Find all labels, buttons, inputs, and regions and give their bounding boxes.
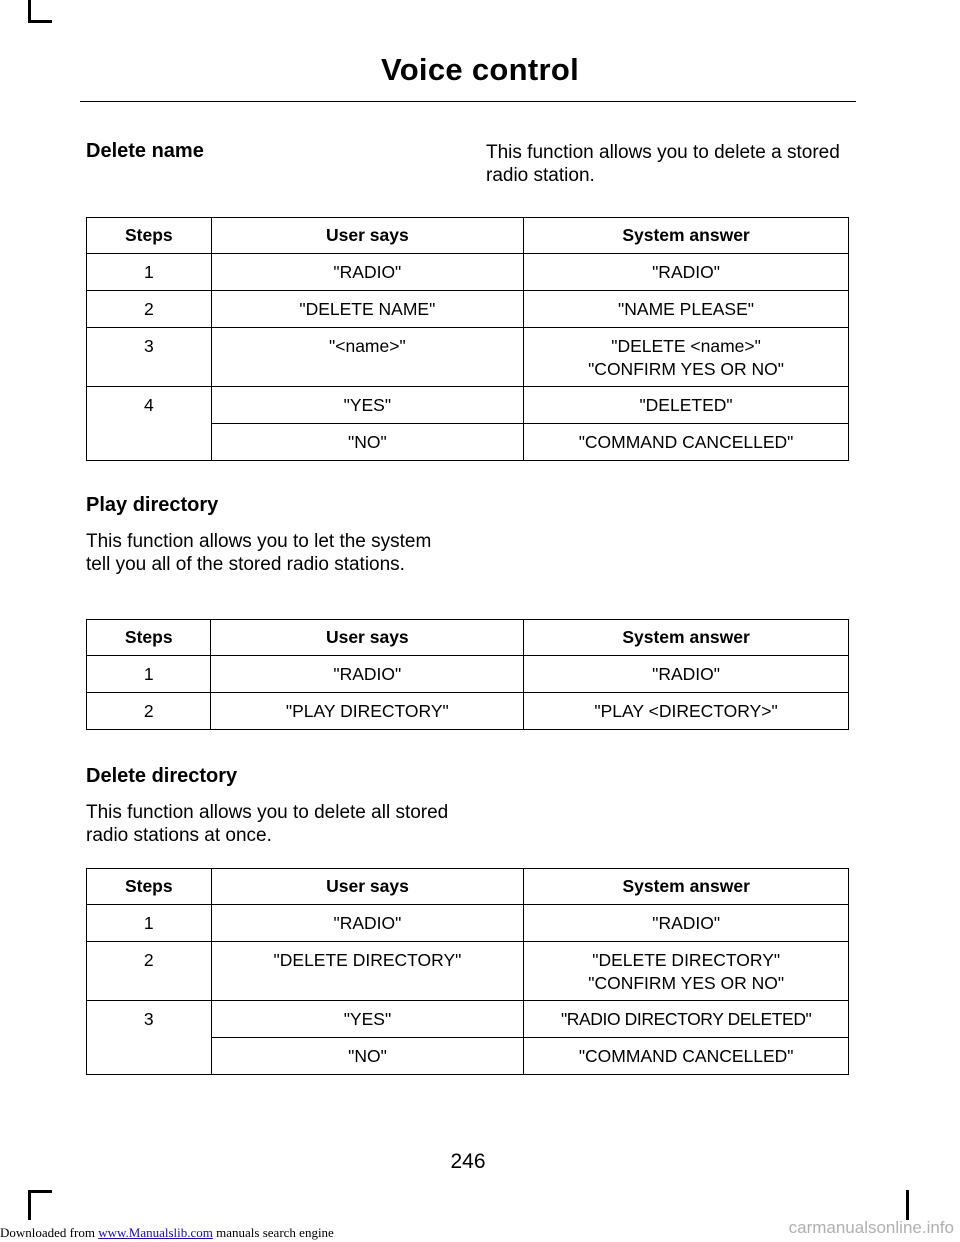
page-title: Voice control (381, 52, 579, 87)
user-says-cell: "DELETE NAME" (211, 291, 523, 328)
column-header: System answer (524, 218, 849, 254)
page-number: 246 (450, 1150, 486, 1173)
table-row (87, 905, 849, 942)
system-answer-cell (524, 328, 849, 387)
step-cell: 1 (87, 254, 212, 291)
crop-mark-bottom-left (28, 1190, 52, 1193)
system-answer-cell: "COMMAND CANCELLED" (524, 1038, 849, 1075)
title-divider (80, 101, 856, 102)
step-cell: 2 (87, 693, 211, 730)
system-answer-cell: "RADIO" (524, 905, 849, 942)
system-answer-cell (524, 942, 849, 1001)
section-description: This function allows you to delete all stored radio stations at once. (86, 802, 449, 846)
system-answer-cell: "RADIO" (524, 656, 849, 693)
table-header-row (87, 620, 849, 656)
step-cell: 1 (87, 656, 211, 693)
section-description: This function allows you to delete a stored radio station. (486, 142, 840, 186)
step-cell: 2 (87, 291, 212, 328)
system-answer-cell: "RADIO DIRECTORY DELETED" (524, 1001, 849, 1038)
step-cell: 3 (87, 1001, 212, 1075)
step-cell: 1 (87, 905, 212, 942)
system-answer-line: "CONFIRM YES OR NO" (588, 359, 784, 379)
system-answer-cell: "NAME PLEASE" (524, 291, 849, 328)
user-says-cell: "YES" (211, 387, 523, 424)
step-cell: 2 (87, 942, 212, 1001)
voice-command-table (86, 868, 849, 1075)
user-says-cell: "PLAY DIRECTORY" (211, 693, 524, 730)
system-answer-cell: "DELETED" (524, 387, 849, 424)
watermark: carmanualsonline.info (788, 1218, 954, 1237)
table-row (87, 254, 849, 291)
system-answer-line: "DELETE DIRECTORY" (592, 950, 781, 970)
column-header: System answer (524, 620, 849, 656)
table-header-row (87, 218, 849, 254)
column-header: User says (211, 620, 524, 656)
section-heading: Delete name (86, 140, 204, 162)
user-says-cell: "RADIO" (211, 254, 523, 291)
step-cell: 4 (87, 387, 212, 461)
column-header: System answer (524, 869, 849, 905)
user-says-cell: "NO" (211, 424, 523, 461)
voice-command-table (86, 217, 849, 461)
crop-mark-bottom-left (28, 1190, 31, 1220)
table-row (87, 942, 849, 1001)
table-row (87, 693, 849, 730)
user-says-cell: "NO" (211, 1038, 524, 1075)
column-header: User says (211, 218, 523, 254)
column-header: Steps (87, 218, 212, 254)
table-row (87, 1001, 849, 1038)
crop-mark-top-left (28, 20, 52, 23)
section-heading: Play directory (86, 494, 219, 516)
table-header-row (87, 869, 849, 905)
manualslib-link[interactable]: www.Manualslib.com (98, 1225, 213, 1240)
download-suffix: manuals search engine (216, 1225, 334, 1240)
download-notice (0, 1225, 334, 1241)
table-row (87, 387, 849, 424)
system-answer-cell: "PLAY <DIRECTORY>" (524, 693, 849, 730)
system-answer-cell: "RADIO" (524, 254, 849, 291)
user-says-cell: "<name>" (211, 328, 523, 387)
user-says-cell: "YES" (211, 1001, 524, 1038)
column-header: User says (211, 869, 524, 905)
column-header: Steps (87, 869, 212, 905)
system-answer-line: "CONFIRM YES OR NO" (588, 973, 785, 993)
system-answer-cell: "COMMAND CANCELLED" (524, 424, 849, 461)
table-row (87, 328, 849, 387)
user-says-cell: "RADIO" (211, 905, 524, 942)
voice-command-table (86, 619, 849, 730)
user-says-cell: "RADIO" (211, 656, 524, 693)
user-says-cell: "DELETE DIRECTORY" (211, 942, 524, 1001)
system-answer-line: "DELETE <name>" (611, 336, 761, 356)
section-description: This function allows you to let the system tell you all of the stored radio stations. (86, 531, 432, 575)
table-row (87, 291, 849, 328)
table-row (87, 656, 849, 693)
crop-mark-top-left (28, 0, 31, 22)
download-prefix: Downloaded from (0, 1225, 95, 1240)
column-header: Steps (87, 620, 211, 656)
crop-mark-bottom-right (906, 1190, 909, 1220)
section-heading: Delete directory (86, 765, 238, 787)
step-cell: 3 (87, 328, 212, 387)
